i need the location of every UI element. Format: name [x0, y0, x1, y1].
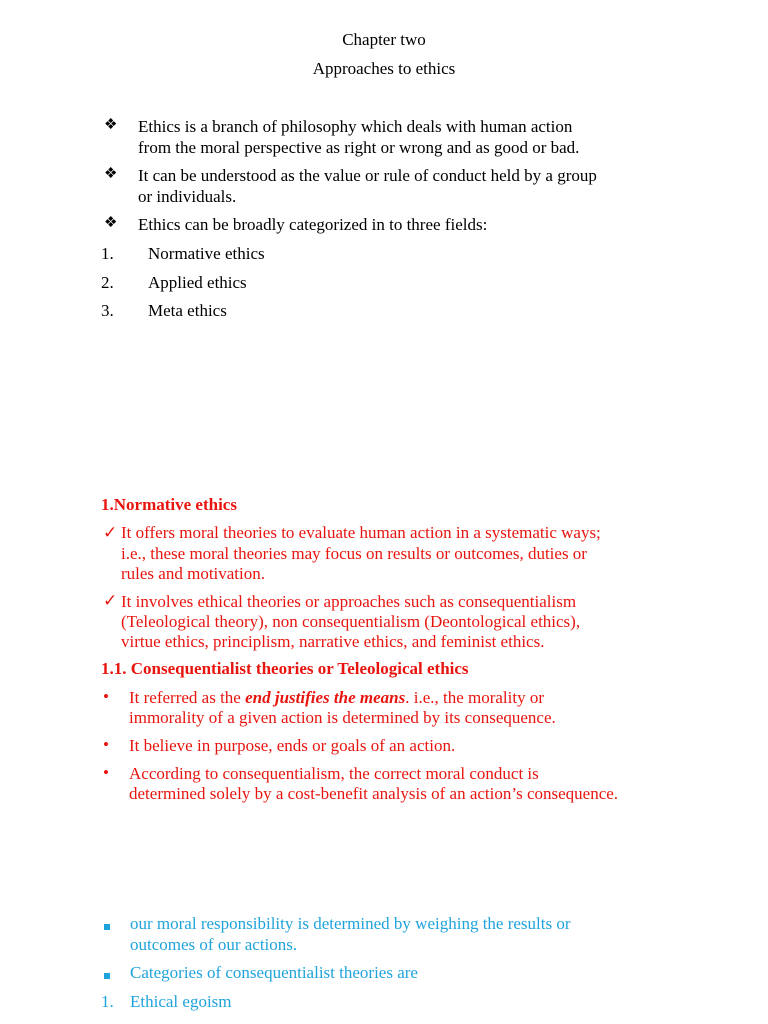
section-heading-normative: 1.Normative ethics [101, 495, 237, 514]
normative-check-2-line-1: It involves ethical theories or approaches such as consequentialism [121, 592, 577, 611]
consequentialist-bullet-1-line-1: It referred as the end justifies the means. i.e., the morality or [129, 688, 545, 707]
consequentialist-bullet-2: It believe in purpose, ends or goals of an action. [129, 736, 456, 755]
dot-bullet-icon: • [103, 687, 109, 706]
consequentialist-bullet-3-line-1: According to consequentialism, the correct moral conduct is [129, 764, 539, 783]
intro-bullet-3: Ethics can be broadly categorized in to three fields: [138, 215, 488, 234]
chapter-label: Chapter two [342, 30, 426, 49]
square-bullet-icon [104, 963, 110, 984]
dot-bullet-icon: • [103, 735, 109, 754]
field-label-applied: Applied ethics [148, 273, 247, 292]
normative-check-1-line-2: i.e., these moral theories may focus on results or outcomes, duties or [121, 544, 587, 563]
intro-bullet-1-line-1: Ethics is a branch of philosophy which deals with human action [138, 117, 573, 136]
normative-check-2-line-2: (Teleological theory), non consequentialism (Deontological ethics), [121, 612, 581, 631]
consequentialist-bullet-1-line-2: immorality of a given action is determined by its consequence. [129, 708, 556, 727]
intro-bullet-2-line-2: or individuals. [138, 187, 237, 206]
field-number: 1. [101, 244, 114, 263]
normative-check-1-line-3: rules and motivation. [121, 564, 266, 583]
intro-bullet-2-line-1: It can be understood as the value or rule of conduct held by a group [138, 166, 597, 185]
diamond-bullet-icon: ❖ [104, 166, 118, 182]
normative-check-1-line-1: It offers moral theories to evaluate human action in a systematic ways; [121, 523, 601, 542]
responsibility-bullet-2: Categories of consequentialist theories are [130, 963, 418, 982]
field-number: 3. [101, 301, 114, 320]
checkmark-icon: ✓ [103, 523, 118, 542]
end-justifies-means-emphasis: end justifies the means [245, 688, 406, 707]
category-ethical-egoism: Ethical egoism [130, 992, 232, 1011]
diamond-bullet-icon: ❖ [104, 117, 118, 133]
intro-bullet-1-line-2: from the moral perspective as right or wrong and as good or bad. [138, 138, 580, 157]
consequentialist-bullet-3-line-2: determined solely by a cost-benefit analysis of an action’s consequence. [129, 784, 619, 803]
section-heading-consequentialist: 1.1. Consequentialist theories or Teleological ethics [101, 659, 469, 678]
responsibility-bullet-1-line-1: our moral responsibility is determined by weighing the results or [130, 914, 571, 933]
field-number: 2. [101, 273, 114, 292]
field-label-normative: Normative ethics [148, 244, 265, 263]
field-label-meta: Meta ethics [148, 301, 227, 320]
category-number: 1. [101, 992, 114, 1011]
normative-check-2-line-3: virtue ethics, principlism, narrative ethics, and feminist ethics. [121, 632, 545, 651]
dot-bullet-icon: • [103, 763, 109, 782]
checkmark-icon: ✓ [103, 591, 118, 610]
page-title: Approaches to ethics [312, 59, 456, 78]
diamond-bullet-icon: ❖ [104, 215, 118, 231]
square-bullet-icon [104, 914, 110, 935]
responsibility-bullet-1-line-2: outcomes of our actions. [130, 935, 298, 954]
